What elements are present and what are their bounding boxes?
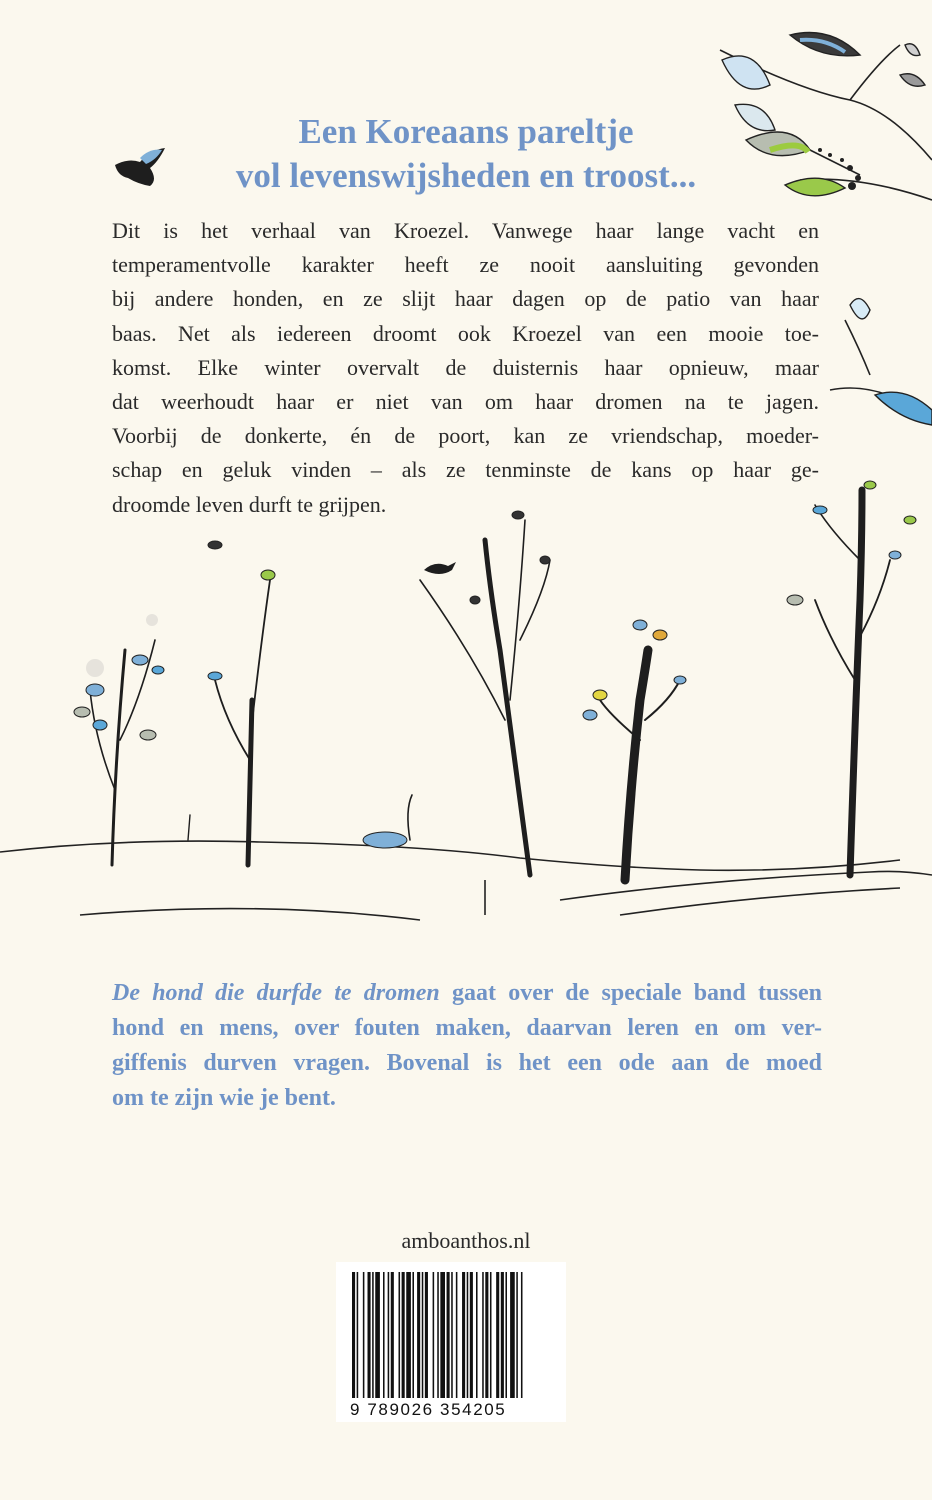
barcode-bar [516, 1272, 518, 1398]
barcode-bar [399, 1272, 401, 1398]
barcode-bar [456, 1272, 458, 1398]
barcode-bar [422, 1272, 424, 1398]
barcode-bar [363, 1272, 365, 1398]
barcode-bar [433, 1272, 435, 1398]
blurb-line: baas. Net als iedereen droomt ook Kroezel van een mooie toe- [112, 320, 819, 346]
barcode-bar [476, 1272, 478, 1398]
tagline-line: om te zijn wie je bent. [112, 1085, 336, 1111]
barcode-bar [352, 1272, 355, 1398]
barcode-bar [505, 1272, 507, 1398]
blurb-line: droomde leven durft te grijpen. [112, 491, 387, 517]
tagline-paragraph [112, 976, 822, 1116]
barcode-bar [521, 1272, 523, 1398]
barcode-bar [462, 1272, 465, 1398]
barcode-bar [485, 1272, 488, 1398]
barcode [336, 1262, 566, 1422]
barcode-bar [496, 1272, 499, 1398]
barcode-bar [372, 1272, 374, 1398]
barcode-bar [412, 1272, 414, 1398]
blurb-line: schap en geluk vinden – als ze tenminste de kans op haar ge- [112, 457, 819, 483]
blurb-line: bij andere honden, en ze slijt haar dagen op de patio van haar [112, 286, 819, 312]
barcode-bar [510, 1272, 515, 1398]
trees-illustration [90, 490, 890, 880]
ground-illustration [0, 841, 932, 920]
blurb-line: Voorbij de donkerte, én de poort, kan ze vriendschap, moeder- [112, 423, 819, 449]
barcode-bar [440, 1272, 445, 1398]
blurb-line: dat weerhoudt haar er niet van om haar dromen na te jagen. [112, 388, 819, 414]
headline-line-2: vol levenswijsheden en troost... [235, 156, 697, 195]
small-bird-icon [424, 562, 456, 574]
barcode-bar [490, 1272, 492, 1398]
barcode-bar [437, 1272, 439, 1398]
tagline-line: giffenis durven vragen. Bovenal is het een ode aan de moed [112, 1050, 822, 1076]
tagline-line: hond en mens, over fouten maken, daarvan leren en om ver- [112, 1015, 822, 1041]
publisher-website: amboanthos.nl [401, 1228, 531, 1253]
barcode-bar [425, 1272, 428, 1398]
blurb-line: Dit is het verhaal van Kroezel. Vanwege haar lange vacht en [112, 218, 819, 243]
book-title: De hond die durfde te dromen [112, 980, 440, 1006]
headline-line-1: Een Koreaans pareltje [298, 112, 634, 151]
barcode-bar [470, 1272, 473, 1398]
tagline-line-1-rest: gaat over de speciale band tussen [439, 980, 822, 1006]
barcode-bar [357, 1272, 359, 1398]
headline [100, 110, 832, 198]
barcode-bar [451, 1272, 453, 1398]
barcode-bar [406, 1272, 411, 1398]
barcode-bar [467, 1272, 469, 1398]
tree-leaves-illustration [74, 481, 916, 848]
barcode-bar [417, 1272, 420, 1398]
barcode-bar [482, 1272, 484, 1398]
barcode-bar [402, 1272, 405, 1398]
barcode-bar [501, 1272, 504, 1398]
barcode-bar [388, 1272, 390, 1398]
barcode-bar [368, 1272, 371, 1398]
blurb-paragraph [112, 214, 819, 522]
blurb-line: komst. Elke winter overvalt de duisternis haar opnieuw, maar [112, 354, 819, 380]
tagline-line [112, 976, 822, 1011]
barcode-number: 9 789026 354205 [350, 1400, 507, 1419]
barcode-bars [336, 1262, 566, 1402]
blurb-line: temperamentvolle karakter heeft ze nooit aansluiting gevonden [112, 252, 819, 278]
barcode-bar [447, 1272, 450, 1398]
barcode-bar [375, 1272, 380, 1398]
barcode-bar [391, 1272, 394, 1398]
barcode-bar [383, 1272, 385, 1398]
